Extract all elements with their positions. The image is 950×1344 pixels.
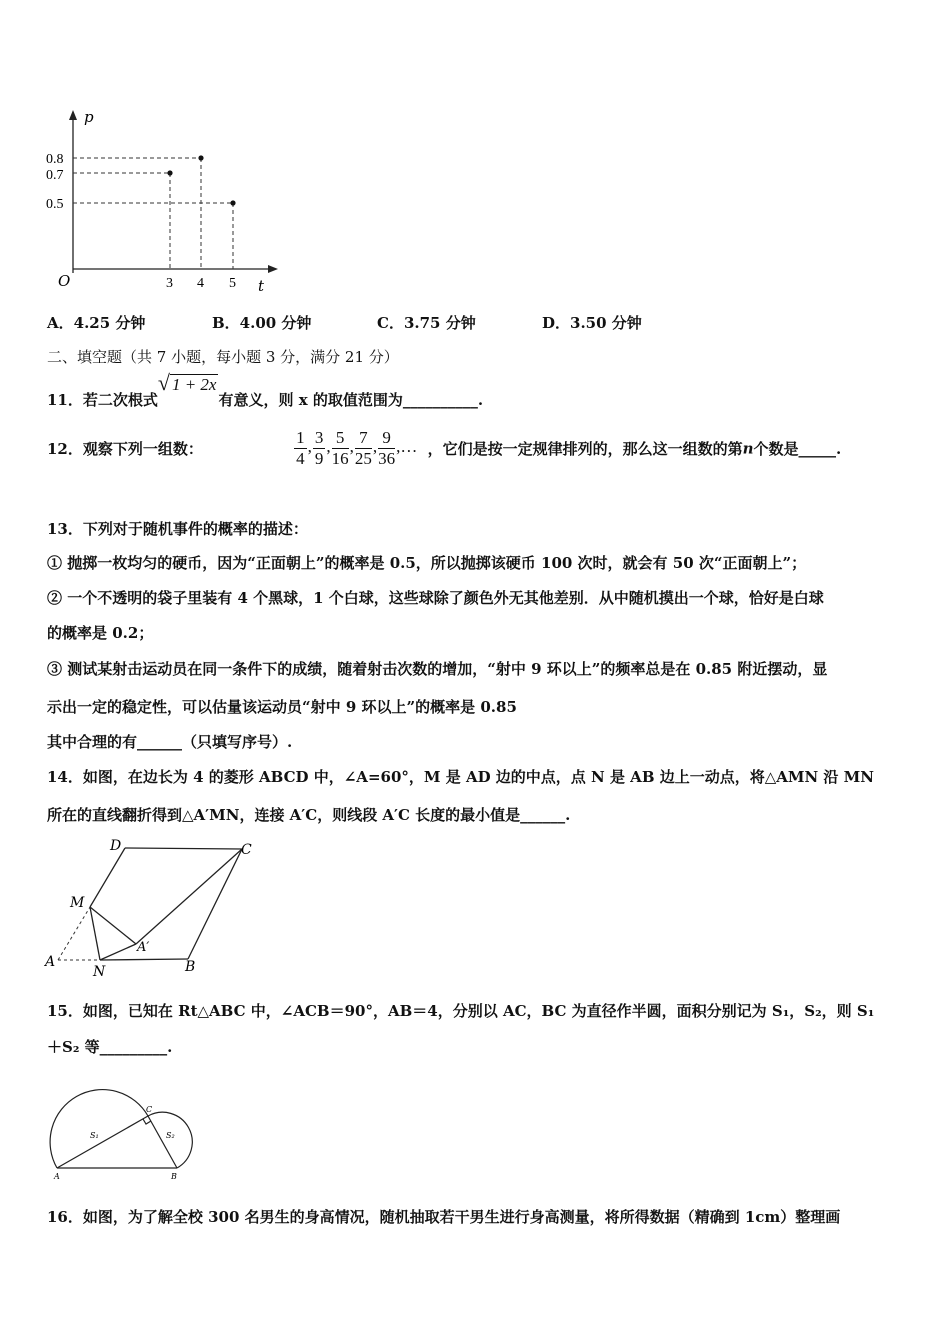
label-A-prime: A′: [137, 940, 150, 955]
fraction-3: [332, 428, 349, 469]
q13-line-4: ③ 测试某射击运动员在同一条件下的成绩，随着射击次数的增加，“射中 9 环以上”的频率总是在 0.85 附近摆动，显: [47, 660, 828, 678]
point-5-0.5: [230, 200, 235, 205]
label-N: N: [93, 964, 106, 980]
q12-prefix: 12．观察下列一组数：: [47, 440, 203, 458]
dashed-A-M: [58, 907, 90, 960]
q10-option-a: A．4.25 分钟: [47, 314, 146, 332]
numerator: 5: [332, 428, 349, 449]
rhombus-figure: [40, 835, 270, 980]
x-axis-arrow: [268, 265, 278, 273]
y-tick-0.5: 0.5: [46, 197, 64, 212]
x-tick-5: 5: [229, 276, 236, 291]
edge-N-Ap: [100, 944, 136, 960]
edge-C-B: [188, 849, 242, 959]
label-A: A: [54, 1172, 60, 1181]
label-M: M: [70, 895, 85, 911]
point-3-0.7: [167, 170, 172, 175]
denominator: 4: [296, 449, 305, 468]
edge-D-M: [90, 848, 125, 907]
radical-sign: √: [157, 370, 170, 395]
x-tick-3: 3: [166, 276, 173, 291]
segment-C-B: [148, 1116, 177, 1168]
denominator: 25: [354, 449, 372, 468]
x-tick-4: 4: [197, 276, 204, 291]
q15-line-1: 15．如图，已知在 Rt△ABC 中，∠ACB＝90°，AB＝4，分别以 AC，BC 为直径作半圆，面积分别记为 S₁，S₂，则 S₁: [47, 1002, 875, 1020]
q12: [47, 428, 841, 469]
q11-radical: [158, 370, 219, 396]
q13-line-5: 示出一定的稳定性，可以估量该运动员“射中 9 环以上”的概率是 0.85: [47, 698, 517, 716]
q12-suffix-a: ，它们是按一定规律排列的，那么这一组数的第: [427, 440, 743, 458]
numerator: 9: [378, 428, 395, 449]
numerator: 1: [296, 428, 305, 447]
q12-sequence: $\frac{1}{4}$ , $\frac{3}{9}$ , $\frac{5}{16}$ , $\frac{7}{25}$ , $\frac{9}{36}$ ,…: [296, 428, 418, 468]
label-A: A: [45, 954, 56, 970]
label-C: C: [241, 842, 252, 858]
fraction-2: [313, 428, 326, 469]
label-S2: S₂: [166, 1131, 175, 1140]
denominator: 9: [314, 449, 324, 468]
q10-option-c: C．3.75 分钟: [377, 314, 476, 332]
origin-label: O: [58, 272, 71, 290]
edge-M-Ap: [90, 907, 136, 944]
y-tick-0.7: 0.7: [46, 168, 64, 183]
q12-n: n: [742, 439, 754, 458]
label-B: B: [171, 1172, 177, 1181]
q12-suffix-b: 个数是_____.: [753, 440, 842, 458]
q15-line-2: ＋S₂ 等_________.: [47, 1038, 173, 1056]
q13-line-6: 其中合理的有______（只填写序号）.: [47, 733, 293, 751]
y-tick-0.8: 0.8: [46, 152, 64, 167]
edge-D-C: [125, 848, 242, 849]
fraction-5: [378, 428, 395, 469]
denominator: 36: [378, 449, 396, 468]
label-C: C: [146, 1105, 153, 1114]
segment-A-C: [57, 1116, 148, 1168]
q13-line-3: 的概率是 0.2；: [47, 624, 154, 642]
q16-line-1: 16．如图，为了解全校 300 名男生的身高情况，随机抽取若干男生进行身高测量，将所得数据（精确到 1cm）整理画: [47, 1208, 841, 1226]
edge-Ap-C: [136, 849, 242, 944]
label-B: B: [185, 959, 196, 975]
y-axis-arrow: [69, 110, 77, 120]
label-S1: S₁: [90, 1131, 99, 1140]
fraction-1: [294, 428, 307, 469]
q14-line-2: 所在的直线翻折得到△A′MN，连接 A′C，则线段 A′C 长度的最小值是______.: [47, 806, 571, 824]
q10-option-b: B．4.00 分钟: [212, 314, 312, 332]
q13-line-1: ① 抛掷一枚均匀的硬币，因为“正面朝上”的概率是 0.5，所以抛掷该硬币 100 次时，就会有 50 次“正面朝上”；: [47, 554, 807, 572]
label-D: D: [110, 838, 122, 854]
fraction-4: [355, 428, 372, 469]
section-2-title: 二、填空题（共 7 小题，每小题 3 分，满分 21 分）: [47, 348, 399, 366]
q11-suffix: 有意义，则 x 的取值范围为__________.: [218, 391, 484, 409]
q11: [47, 370, 484, 409]
x-axis-label: t: [258, 277, 265, 295]
numerator: 3: [314, 428, 324, 447]
semicircle-figure: [45, 1078, 215, 1183]
q11-prefix: 11．若二次根式: [47, 391, 158, 409]
y-axis-label: p: [84, 108, 94, 126]
denominator: 16: [331, 449, 349, 468]
q14-line-1: 14．如图，在边长为 4 的菱形 ABCD 中，∠A=60°，M 是 AD 边的中点，点 N 是 AB 边上一动点，将△AMN 沿 MN: [47, 768, 874, 786]
semicircle-AC: [50, 1090, 148, 1168]
p-t-graph: [40, 105, 290, 305]
semicircle-BC: [148, 1112, 192, 1168]
point-4-0.8: [198, 155, 203, 160]
q13-line-2: ② 一个不透明的袋子里装有 4 个黑球，1 个白球，这些球除了颜色外无其他差别．从中随机摸出一个球，恰好是白球: [47, 589, 824, 607]
q13-stem: 13．下列对于随机事件的概率的描述：: [47, 520, 308, 538]
q12-ellipsis: …: [400, 437, 418, 457]
numerator: 7: [355, 428, 372, 449]
edge-B-N: [100, 959, 188, 960]
q10-option-d: D．3.50 分钟: [542, 314, 642, 332]
edge-M-N: [90, 907, 100, 960]
q11-radicand: 1 + 2x: [171, 375, 217, 394]
